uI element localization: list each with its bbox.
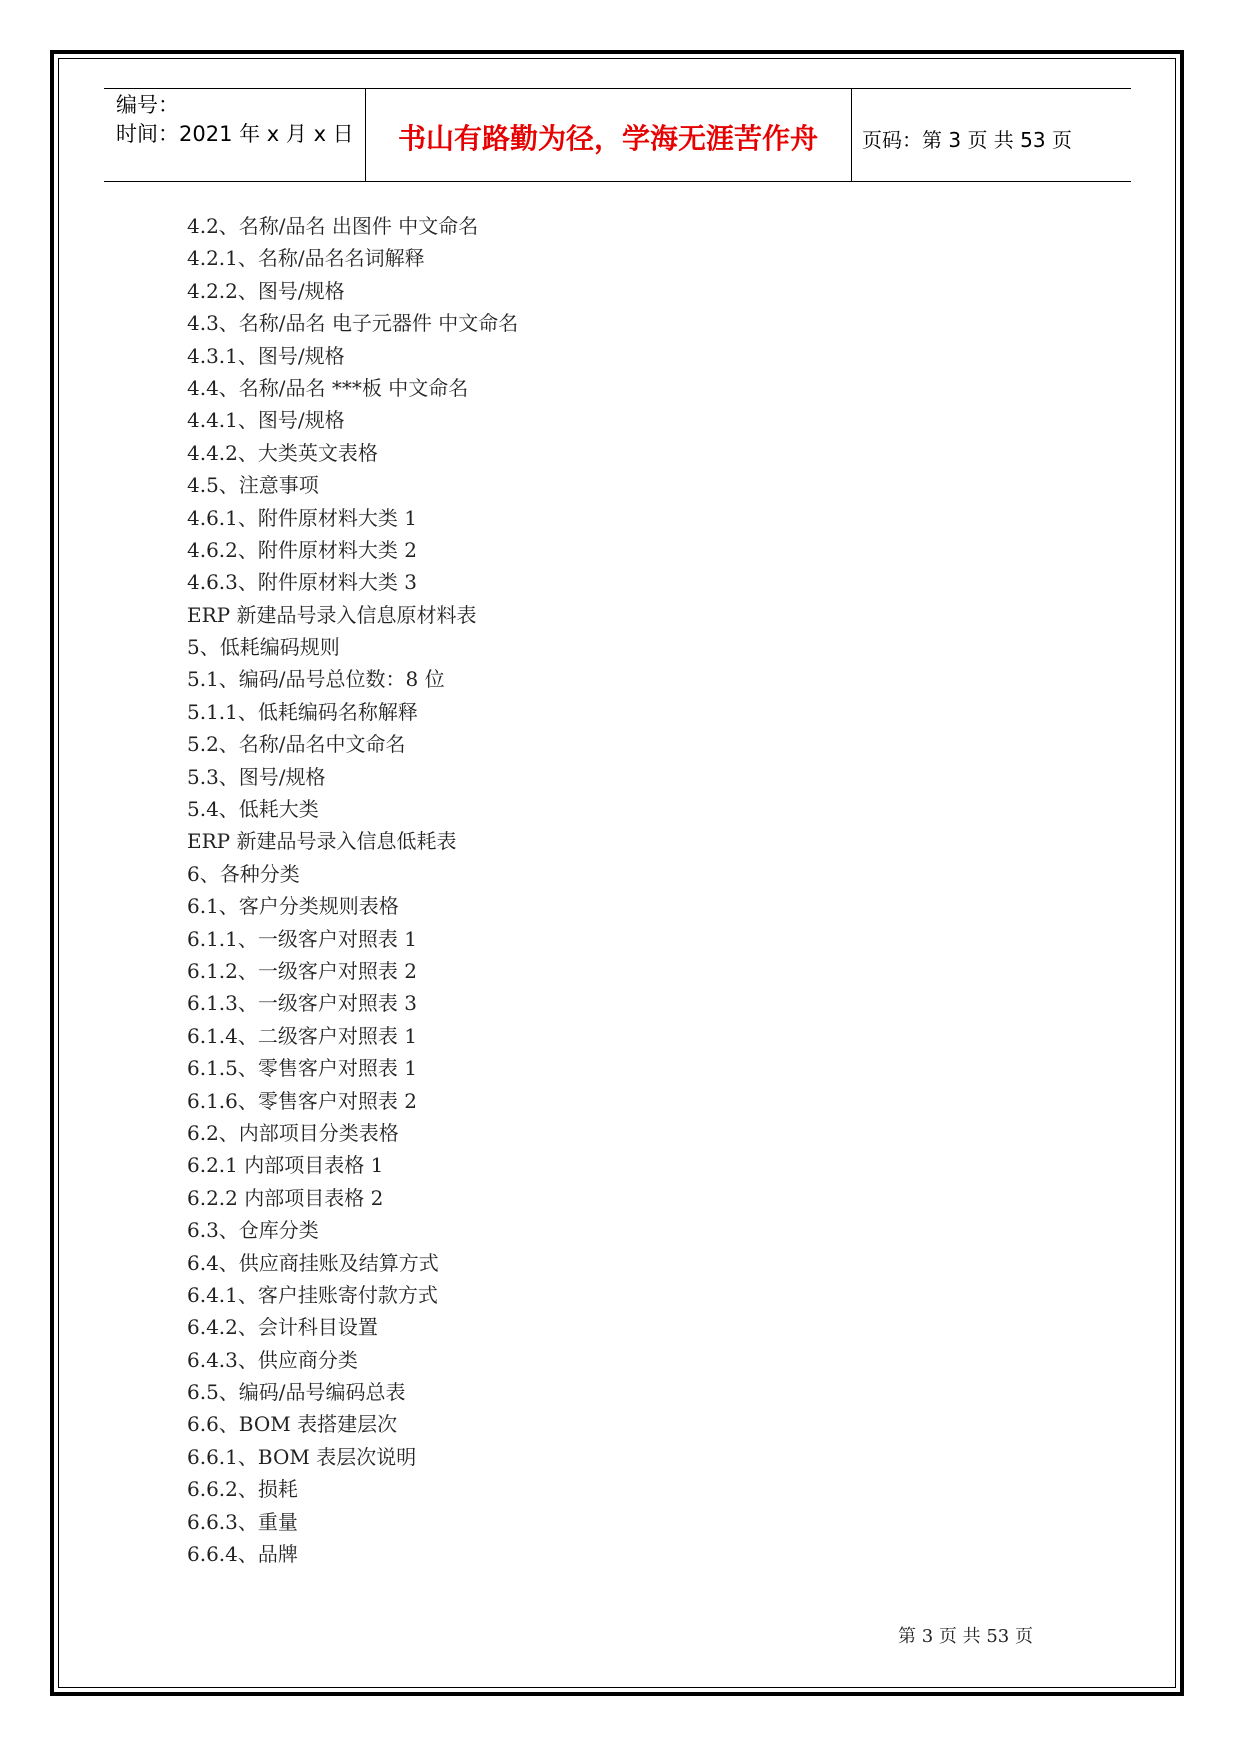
toc-entry: 6.2、内部项目分类表格 [187, 1120, 399, 1145]
toc-entry: 4.6.1、附件原材料大类 1 [187, 505, 417, 530]
toc-entry: 6.1.5、零售客户对照表 1 [187, 1056, 417, 1081]
toc-entry: 5.1、编码/品号总位数：8 位 [187, 667, 445, 692]
toc-entry: 6.4.1、客户挂账寄付款方式 [187, 1282, 438, 1307]
toc-entry: 5.4、低耗大类 [187, 797, 319, 822]
toc-entry: 4.4.2、大类英文表格 [187, 440, 378, 465]
toc-entry: 6.6.1、BOM 表层次说明 [187, 1444, 417, 1469]
table-of-contents [187, 210, 518, 1570]
toc-entry: 6.1.3、一级客户对照表 3 [187, 991, 417, 1016]
toc-entry: 6.1.6、零售客户对照表 2 [187, 1088, 417, 1113]
toc-entry: ERP 新建品号录入信息低耗表 [187, 829, 457, 854]
toc-entry: 5.1.1、低耗编码名称解释 [187, 699, 418, 724]
toc-entry: 6.6、BOM 表搭建层次 [187, 1412, 398, 1437]
toc-entry: 6.2.2 内部项目表格 2 [187, 1185, 384, 1210]
header-motto: 书山有路勤为径，学海无涯苦作舟 [397, 122, 818, 155]
toc-entry: 5、低耗编码规则 [187, 635, 340, 660]
header-bottom-rule [104, 181, 1131, 182]
toc-entry: 6.3、仓库分类 [187, 1218, 319, 1243]
toc-entry: 6.2.1 内部项目表格 1 [187, 1153, 384, 1178]
footer-page-number: 第 3 页 共 53 页 [898, 1626, 1033, 1647]
toc-entry: 4.6.2、附件原材料大类 2 [187, 537, 417, 562]
toc-entry: 4.2.2、图号/规格 [187, 278, 345, 303]
toc-entry: 6.1、客户分类规则表格 [187, 894, 399, 919]
toc-entry: 6、各种分类 [187, 861, 300, 886]
toc-entry: 6.4.2、会计科目设置 [187, 1315, 378, 1340]
header-top-rule [104, 88, 1131, 89]
toc-entry: 4.4、名称/品名 ***板 中文命名 [187, 375, 469, 400]
toc-entry: 5.3、图号/规格 [187, 764, 326, 789]
toc-entry: 6.1.2、一级客户对照表 2 [187, 958, 417, 983]
toc-entry: 6.6.3、重量 [187, 1509, 298, 1534]
header-page-label: 页码：第 3 页 共 53 页 [862, 128, 1072, 152]
toc-entry: 4.5、注意事项 [187, 473, 319, 498]
toc-entry: 6.4.3、供应商分类 [187, 1347, 358, 1372]
time-label: 时间：2021 年 x 月 x 日 [116, 122, 354, 146]
toc-entry: 6.5、编码/品号编码总表 [187, 1380, 406, 1405]
toc-entry: 6.1.1、一级客户对照表 1 [187, 926, 417, 951]
header-info [116, 91, 354, 149]
toc-entry: 4.6.3、附件原材料大类 3 [187, 570, 417, 595]
toc-entry: 6.6.2、损耗 [187, 1477, 298, 1502]
toc-entry: 5.2、名称/品名中文命名 [187, 732, 406, 757]
toc-entry: 4.3、名称/品名 电子元器件 中文命名 [187, 311, 519, 336]
header-divider-right [851, 88, 852, 181]
toc-entry: ERP 新建品号录入信息原材料表 [187, 602, 477, 627]
toc-entry: 4.2.1、名称/品名名词解释 [187, 246, 425, 271]
toc-entry: 6.1.4、二级客户对照表 1 [187, 1023, 417, 1048]
serial-label: 编号： [116, 93, 179, 117]
toc-entry: 6.6.4、品牌 [187, 1542, 298, 1567]
toc-entry: 4.4.1、图号/规格 [187, 408, 345, 433]
toc-entry: 4.2、名称/品名 出图件 中文命名 [187, 214, 479, 238]
toc-entry: 6.4、供应商挂账及结算方式 [187, 1250, 439, 1275]
toc-entry: 4.3.1、图号/规格 [187, 343, 345, 368]
